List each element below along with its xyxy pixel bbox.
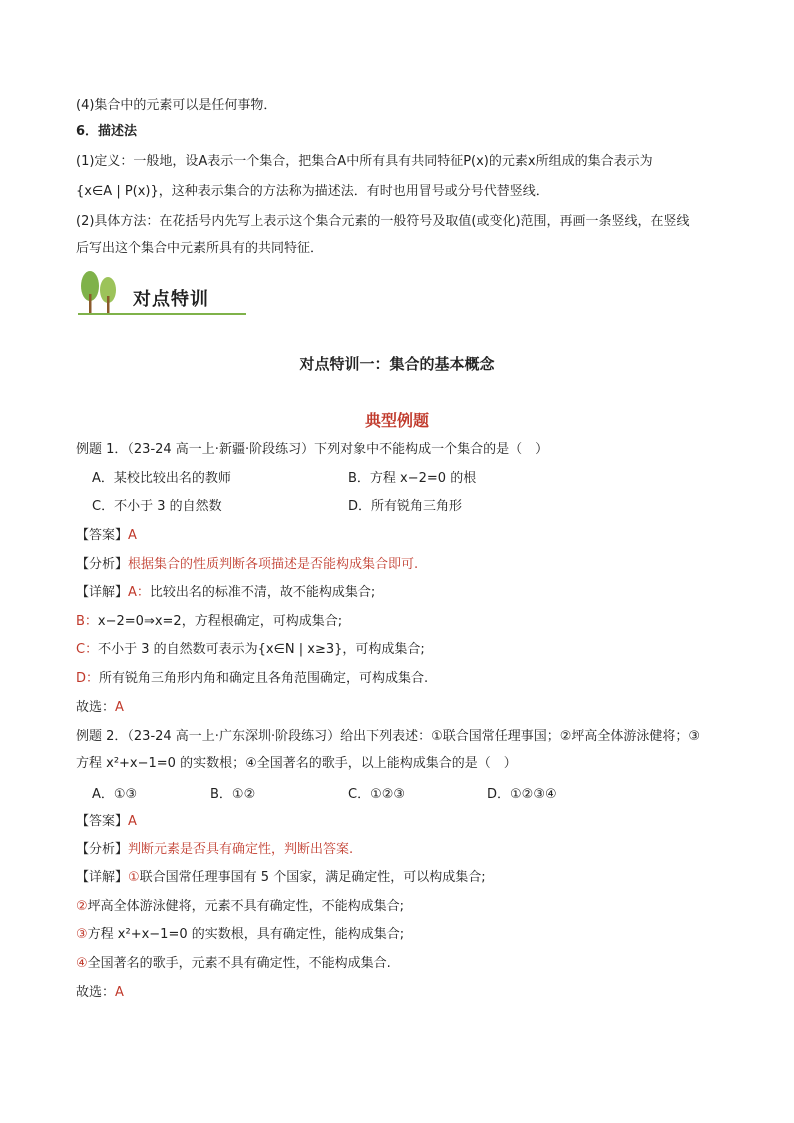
example2-detail-3 [76, 926, 404, 944]
section-banner [76, 268, 244, 318]
choose-label: 故选： [76, 985, 116, 1000]
detail-3-prefix: ③ [76, 927, 88, 942]
example2-detail-2 [76, 898, 404, 916]
answer-label: 【答案】 [76, 528, 129, 543]
analysis-label: 【分析】 [76, 557, 129, 572]
intro-item4: (4)集合中的元素可以是任何事物． [76, 98, 277, 113]
detail-label: 【详解】 [76, 870, 129, 885]
answer-label: 【答案】 [76, 814, 129, 829]
example1-option-c: C．不小于 3 的自然数 [92, 499, 222, 514]
detail-d-prefix: D： [76, 671, 100, 686]
analysis-text: 根据集合的性质判断各项描述是否能构成集合即可. [128, 557, 419, 572]
section-title: 对点特训一：集合的基本概念 [299, 355, 495, 373]
detail-c-text: 不小于 3 的自然数可表示为{x∈N | x≥3}，可构成集合; [98, 642, 425, 657]
example2-option-d: D．①②③④ [487, 787, 557, 802]
definition-line2: {x∈A | P(x)}，这种表示集合的方法称为描述法．有时也用冒号或分号代替竖线． [76, 184, 549, 199]
example1-option-b: B．方程 x−2=0 的根 [348, 471, 477, 486]
example2-detail-4 [76, 955, 391, 973]
detail-a-text: 比较出名的标准不清，故不能构成集合; [149, 585, 376, 600]
choose-value: A [115, 700, 124, 715]
example1-detail-c [76, 641, 425, 659]
choose-label: 故选： [76, 700, 116, 715]
example1-detail-b [76, 613, 342, 631]
detail-3-text: 方程 x²+x−1=0 的实数根，具有确定性，能构成集合; [87, 927, 405, 942]
example2-detail-1 [76, 869, 486, 887]
analysis-text: 判断元素是否具有确定性，判断出答案. [128, 842, 354, 857]
example1-option-a: A．某校比较出名的教师 [92, 471, 231, 486]
definition-line1: (1)定义：一般地，设A表示一个集合，把集合A中所有具有共同特征P(x)的元素x所组成的集合表示为 [76, 154, 653, 169]
detail-4-prefix: ④ [76, 956, 88, 971]
answer-value: A [128, 528, 137, 543]
example2-stem-line2: 方程 x²+x−1=0 的实数根；④全国著名的歌手，以上能构成集合的是（ ） [76, 756, 517, 771]
sub-title: 典型例题 [364, 411, 429, 430]
example2-analysis [76, 841, 353, 859]
detail-b-text: x−2=0⇒x=2，方程根确定，可构成集合; [97, 614, 343, 629]
tree-icon [76, 268, 136, 318]
example2-option-c: C．①②③ [348, 787, 406, 802]
example2-option-a: A．①③ [92, 787, 138, 802]
example1-detail-d [76, 670, 428, 688]
detail-4-text: 全国著名的歌手，元素不具有确定性，不能构成集合. [87, 956, 391, 971]
example2-choose [76, 984, 124, 1002]
detail-label: 【详解】 [76, 585, 129, 600]
analysis-label: 【分析】 [76, 842, 129, 857]
example1-option-d: D．所有锐角三角形 [348, 499, 463, 514]
detail-2-text: 坪高全体游泳健将，元素不具有确定性，不能构成集合; [87, 899, 405, 914]
method-line1: (2)具体方法：在花括号内先写上表示这个集合元素的一般符号及取值(或变化)范围，再画一条竖线，在竖线 [76, 214, 690, 229]
detail-c-prefix: C： [76, 642, 99, 657]
example1-detail-a [76, 584, 375, 602]
example1-analysis [76, 556, 418, 574]
detail-d-text: 所有锐角三角形内角和确定且各角范围确定，可构成集合. [99, 671, 429, 686]
example1-answer [76, 527, 137, 545]
detail-1-prefix: ① [128, 870, 140, 885]
banner-label: 对点特训 [133, 289, 209, 310]
heading-6: 6．描述法 [76, 124, 138, 139]
example2-answer [76, 813, 137, 831]
detail-1-text: 联合国常任理事国有 5 个国家，满足确定性，可以构成集合; [139, 870, 486, 885]
detail-b-prefix: B： [76, 614, 98, 629]
example1-stem: 例题 1．（23-24 高一上·新疆·阶段练习）下列对象中不能构成一个集合的是（ ） [76, 442, 549, 457]
example2-stem-line1: 例题 2．（23-24 高一上·广东深圳·阶段练习）给出下列表述：①联合国常任理事国；②坪高全体游泳健将；③ [76, 729, 701, 744]
detail-a-prefix: A： [128, 585, 150, 600]
example1-choose [76, 699, 124, 717]
answer-value: A [128, 814, 137, 829]
detail-2-prefix: ② [76, 899, 88, 914]
method-line2: 后写出这个集合中元素所具有的共同特征． [76, 241, 324, 256]
choose-value: A [115, 985, 124, 1000]
banner-rule [96, 313, 246, 315]
example2-option-b: B．①② [210, 787, 256, 802]
